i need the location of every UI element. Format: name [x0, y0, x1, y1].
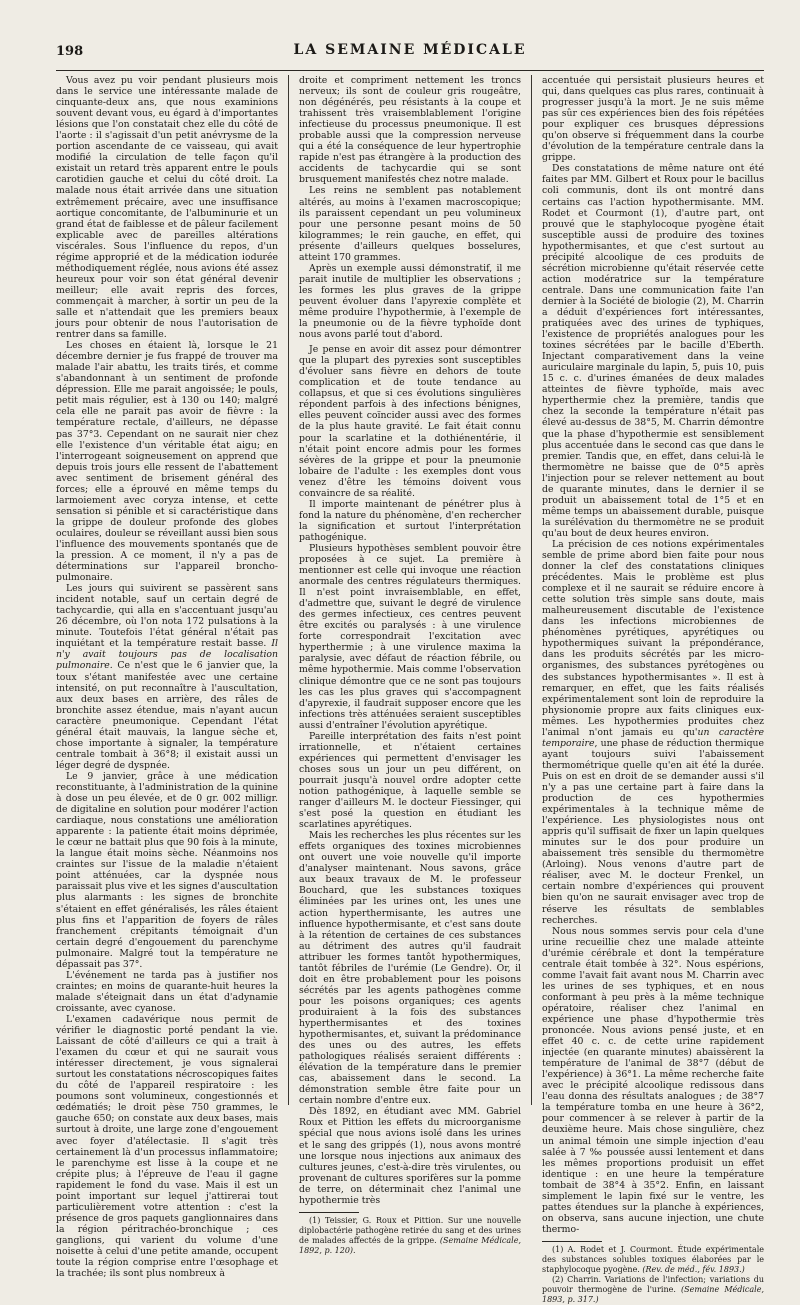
paragraph: Pareille interprétation des faits n'est point irrationnelle, et n'étaient certaines expériences qui permettent d'envisager les choses sous un jour un peu différent, on pourrait jusqu'à nouvel ordre adopter cette notion pathogénique, à laquelle semble se ranger d'ailleurs M. le docteur Fiessinger, qui s'est posé la question en étudiant les scarlatines apyrétiques.: [299, 730, 522, 831]
text-run: Ce n'est que le 6 janvier que, la toux s'étant manifestée avec une certaine intensité, on put reconnaître à l'auscultation, aux deux bases en arrière, des râles de bronchite assez étendue, mais n'ayant aucun caractère pneumonique. Cependant l'état général était mauvais, la langue sèche et, chose importante à signaler, la température centrale tombait à 36°8; il existait aussi un léger degré de dyspnée.: [56, 660, 279, 771]
footnote-text: (1) Teissier, G. Roux et Pittion. Sur une nouvelle diplobactérie pathogène retirée du sang et des urines de malades affectés de la grippe.: [299, 1215, 522, 1245]
paragraph: Après un exemple aussi démonstratif, il me parait inutile de multiplier les observations ; les formes les plus graves de la grippe peuvent évoluer dans l'apyrexie complète et même produire l'hypothermie, à l'exemple de la pneumonie ou de la fièvre typhoïde dont nous avons parlé tout d'abord.: [299, 262, 522, 341]
paragraph: Il importe maintenant de pénétrer plus à fond la nature du phénomène, d'en rechercher la signification et surtout l'interprétation pathogénique.: [299, 498, 522, 543]
paragraph: [542, 539, 764, 926]
text-run: Les jours qui suivirent se passèrent sans incident notable, sauf un certain degré de tachycardie, qui alla en s'accentuant jusqu'au 26 décembre, où l'on nota 172 pulsations à la minute. Toutefois l'état général n'était pas inquiétant et la température restait basse.: [56, 583, 279, 650]
footnote-rule: [299, 1212, 359, 1213]
footnote-reference: (Semaine Médicale, 1893, p. 317.): [542, 1284, 765, 1304]
text-columns: [56, 75, 765, 1304]
text-run: La précision de ces notions expérimentales semble de prime abord bien faite pour nous donner la clef des constatations cliniques précédentes. Mais le problème est plus complexe et il ne saurait se réduire encore à cette solution très simple sans doute, mais malheureusement discutable de l'existence dans les infections microbiennes de phénomènes pyrétiques, apyrétiques ou hypothermiques suivant la prépondérance, dans les produits sécrétés par les micro-organismes, des substances pyrétogènes ou des substances hypothermisantes ». Il est à remarquer, en effet, que les faits réalisés expérimentalement sont loin de reproduire la physionomie propre aux faits cliniques eux-mêmes. Les hypothermies produites chez l'animal n'ont jamais eu qu': [542, 538, 765, 738]
footnote-text: (1) A. Rodet et J. Courmont. Étude expérimentale des substances solubles toxiques élaborées par le staphylocoque pyogène.: [542, 1244, 765, 1274]
page-header: [56, 38, 764, 60]
italic-text-run: un caractère temporaire: [542, 726, 765, 749]
italic-text-run: Il n'y avait toujours pas de localisation pulmonaire.: [56, 638, 279, 672]
paragraph: Vous avez pu voir pendant plusieurs mois dans le service une intéressante malade de cinquante-deux ans, que nous examinions souvent devant vous, eu égard à d'importantes lésions que l'on constatait chez elle du côté de l'aorte : il s'agissait d'un petit anévrysme de la portion ascendante de ce vaisseau, qui avait modifié la circulation de telle façon qu'il existait un retard très apparent entre le pouls carotidien gauche et celui du côté droit. La malade nous était arrivée dans une situation extrêmement précaire, avec une insuffisance aortique concomitante, de l'albuminurie et un grand état de faiblesse et de pâleur facilement explicable avec de pareilles altérations viscérales. Sous l'influence du repos, d'un régime approprié et de la médication iodurée méthodiquement réglée, nous avions été assez heureux pour voir son état général devenir meilleur; elle avait repris des forces, commençait à marcher, à sortir un peu de la salle et n'attendait que les premiers beaux jours pour obtenir de nous l'autorisation de rentrer dans sa famille.: [56, 75, 279, 341]
column-divider: [288, 75, 289, 1105]
paragraph: Nous nous sommes servis pour cela d'une urine recueillie chez une malade atteinte d'urémie cérébrale et dont la température centrale était tombée à 32°. Nous espérions, comme l'avait fait avant nous M. Charrin avec les urines de ses typhiques, et en nous conformant à peu près à la même technique opératoire, réaliser chez l'animal en expérience une phase d'hypothermie très prononcée. Nous avions pensé juste, et en effet 40 c. c. de cette urine rapidement injectée (en quarante minutes) abaissèrent la température de l'animal de 38°7 (début de l'expérience) à 36°1. La même recherche faite avec le précipité alcoolique redissous dans l'eau donna des résultats analogues ; de 38°7 la température tomba en une heure à 36°2, pour commencer à se relever à partir de la deuxième heure. Mais chose singulière, chez un animal témoin une simple injection d'eau salée à 7 ‰ poussée aussi lentement et dans les mêmes proportions produisit un effet identique : en une heure la température tombait de 38°4 à 35°2. Enfin, en laissant simplement le lapin fixé sur le ventre, les pattes étendues sur la planche à expériences, on observa, sans aucune injection, une chute thermo-: [542, 925, 765, 1235]
text-run: , une phase de réduction thermique ayant toujours suivi l'abaissement thermométrique quelle qu'en ait été la durée. Puis on est en droit de se demander aussi s'il n'y a pas une certaine part à faire dans la production de ces hypothermies expérimentales à la technique même de l'expérience. Les physiologistes nous ont appris qu'il suffisait de fixer un lapin quelques minutes sur le dos pour produire un abaissement très sensible du thermomètre (Arloing). Nous venons d'autre part de réaliser, avec M. le docteur Frenkel, un certain nombre d'expériences qui prouvent bien qu'on ne saurait envisager avec trop de réserve les résultats de semblables recherches.: [542, 737, 765, 926]
paragraph: L'événement ne tarda pas à justifier nos craintes; en moins de quarante-huit heures la malade s'éteignait dans un état d'adynamie croissante, avec cyanose.: [56, 969, 279, 1014]
footnote-reference: (Semaine Médicale, 1892, p. 120).: [299, 1235, 521, 1255]
column-3: [542, 75, 765, 1304]
footnote: [542, 1275, 764, 1305]
footnote-text: (2) Charrin. Variations de l'infection; variations du pouvoir thermogène de l'urine.: [542, 1274, 765, 1294]
footnote: [299, 1216, 521, 1256]
footnote: [542, 1245, 764, 1275]
column-1: [56, 75, 279, 1280]
paragraph: Les reins ne semblent pas notablement altérés, au moins à l'examen macroscopique; ils paraissent cependant un peu volumineux pour une personne pesant moins de 50 kilogrammes; le rein gauche, en effet, qui présente d'ailleurs quelques bosselures, atteint 170 grammes.: [299, 185, 522, 263]
column-2: [299, 75, 522, 1255]
paragraph: Des constatations de même nature ont été faites par MM. Gilbert et Roux pour le bacillus coli communis, dont ils ont montré dans certains cas l'action hypothermisante. MM. Rodet et Courmont (1), d'autre part, ont prouvé que le staphylocoque pyogène était susceptible aussi de produire des toxines hypothermisantes, et que c'est surtout au précipité alcoolique de ces produits de sécrétion microbienne qu'était réservée cette action modératrice sur la température centrale. Dans une communication faite l'an dernier à la Société de biologie (2), M. Charrin a déduit d'expériences fort intéressantes, pratiquées avec des urines de typhiques, l'existence de propriétés analogues pour les toxines sécrétées par le bacille d'Eberth. Injectant comparativement dans la veine auriculaire marginale du lapin, 5, puis 10, puis 15 c. c. d'urines émanées de deux malades atteintes de fièvre typhoïde, mais avec hyperthermie chez la première, tandis que chez la seconde la température n'était pas élevé au-dessus de 38°5, M. Charrin démontre que la phase d'hypothermie est sensiblement plus accentuée dans le second cas que dans le premier. Tandis que, en effet, dans celui-là le thermomètre ne baisse que de 0°5 après l'injection pour se relever nettement au bout de quarante minutes, dans le dernier il se produit un abaissement total de 1°5 et en même temps un abaissement durable, puisque la surélévation du thermomètre ne se produit qu'au bout de deux heures environ.: [542, 163, 765, 539]
journal-title: LA SEMAINE MÉDICALE: [293, 42, 527, 58]
paragraph: Dès 1892, en étudiant avec MM. Gabriel Roux et Pittion les effets du microorganisme spécial que nous avions isolé dans les urines et le sang des grippés (1), nous avons montré une lorsque nous injections aux animaux des cultures jeunes, c'est-à-dire très virulentes, ou provenant de cultures sporifères sur la pomme de terre, on déterminait chez l'animal une hypothermie très: [299, 1106, 522, 1206]
paragraph: droite et compriment nettement les troncs nerveux; ils sont de couleur gris rougeâtre, non dégénérés, peu résistants à la coupe et trahissent très vraisemblablement l'origine infectieuse du processus pneumonique. Il est probable aussi que la compression nerveuse qui a été la conséquence de leur hypertrophie rapide n'est pas étrangère à la production des accidents de tachycardie qui se sont brusquement manifestés chez notre malade.: [299, 75, 522, 186]
paragraph: Mais les recherches les plus récentes sur les effets organiques des toxines microbiennes ont ouvert une voie nouvelle qu'il importe d'analyser maintenant. Nous savons, grâce aux beaux travaux de M. le professeur Bouchard, que les substances toxiques éliminées par les urines ont, les unes une action hyperthermisante, les autres une influence hypothermisante, et c'est sans doute à la rétention de certaines de ces substances au détriment des autres qu'il faudrait attribuer les formes tantôt hypothermiques, tantôt fébriles de l'urémie (Le Gendre). Or, il doit en être probablement pour les poisons sécrétés par les agents pathogènes comme pour les poisons organiques; ces agents produiraient à la fois des substances hyperthermisantes et des toxines hypothermisantes, et, suivant la prédominance des unes ou des autres, les effets pathologiques réalisés seraient différents : élévation de la température dans le premier cas, abaissement dans le second. La démonstration semble être faite pour un certain nombre d'entre eux.: [299, 830, 522, 1107]
column-divider: [531, 75, 532, 1105]
paragraph: Le 9 janvier, grâce à une médication reconstituante, à l'administration de la quinine à dose un peu élevée, et de 0 gr. 002 milligr. de digitaline en solution pour modérer l'action cardiaque, nous constations une amélioration apparente : la patiente était moins déprimée, le cœur ne battait plus que 90 fois à la minute, la langue était moins sèche. Néanmoins nos craintes sur l'issue de la maladie n'étaient point atténuées, car la dyspnée nous paraissait plus vive et les signes d'auscultation plus alarmants : les signes de bronchite s'étaient en effet généralisés, les râles étaient plus fins et l'apparition de foyers de râles franchement crépitants témoignait d'un certain degré d'engouement du parenchyme pulmonaire. Malgré tout la température ne dépassait pas 37°.: [56, 770, 279, 970]
paragraph: [56, 583, 278, 771]
footnote-rule: [542, 1241, 602, 1242]
paragraph: Je pense en avoir dit assez pour démontrer que la plupart des pyrexies sont susceptibles d'évoluer sans fièvre en dehors de toute complication et de toute tendance au collapsus, et que si ces évolutions singulières répondent parfois à des infections bénignes, elles peuvent coïncider aussi avec des formes de la plus haute gravité. Le fait était connu pour la scarlatine et la dothiénentérie, il n'était point encore admis pour les formes sévères de la grippe et pour la pneumonie lobaire de l'adulte : les exemples dont vous venez d'être les témoins doivent vous convaincre de sa réalité.: [299, 344, 522, 499]
paragraph: accentuée qui persistait plusieurs heures et qui, dans quelques cas plus rares, continuait à progresser jusqu'à la mort. Je ne suis même pas sûr ces expériences bien des fois répétées pour expliquer ces brusques dépressions qu'on observe si fréquemment dans la courbe d'évolution de la température centrale dans la grippe.: [542, 75, 765, 164]
paragraph: Plusieurs hypothèses semblent pouvoir être proposées à ce sujet. La première à mentionner est celle qui invoque une réaction anormale des centres régulateurs thermiques. Il n'est point invraisemblable, en effet, d'admettre que, suivant le degré de virulence des germes infectieux, ces centres peuvent être excités ou paralysés : à une virulence forte correspondrait l'excitation avec hyperthermie ; à une virulence maxima la paralysie, avec défaut de réaction fébrile, ou même hypothermie. Mais comme l'observation clinique démontre que ce ne sont pas toujours les cas les plus graves qui s'accompagnent d'apyrexie, il faudrait supposer encore que les infections très atténuées seraient susceptibles aussi d'entraîner l'évolution apyrétique.: [299, 542, 522, 731]
page-number: 198: [56, 44, 84, 59]
paragraph: L'examen cadavérique nous permit de vérifier le diagnostic porté pendant la vie. Laissant de côté d'ailleurs ce qui a trait à l'examen du cœur et qui ne saurait vous intéresser directement, je vous signalerai surtout les constatations nécroscopiques faites du côté de l'appareil respiratoire : les poumons sont volumineux, congestionnés et œdématiés; le droit pèse 750 grammes, le gauche 650; on constate aux deux bases, mais surtout à droite, une large zone d'engouement avec foyer d'atélectasie. Il s'agit très certainement là d'un processus inflammatoire; le parenchyme est lisse à la coupe et ne crépite plus; à l'épreuve de l'eau il gagne rapidement le fond du vase. Mais il est un point important sur lequel j'attirerai tout particulièrement votre attention : c'est la présence de gros paquets ganglionnaires dans la région péritrachéo-bronchique ; ces ganglions, qui varient du volume d'une noisette à celui d'une petite amande, occupent toute la région comprise entre l'œsophage et la trachée; ils sont plus nombreux à: [56, 1013, 279, 1280]
paragraph: Les choses en étaient là, lorsque le 21 décembre dernier je fus frappé de trouver ma malade l'air abattu, les traits tirés, et comme s'abandonnant à un sentiment de profonde dépression. Elle me parait angoissée; le pouls, petit mais régulier, est à 130 ou 140; malgré cela elle ne parait pas avoir de fièvre : la température rectale, d'ailleurs, ne dépasse pas 37°3. Cependant on ne saurait nier chez elle l'existence d'un véritable état aigu; en l'interrogeant soigneusement on apprend que depuis trois jours elle ressent de l'abattement avec sentiment de brisement général des forces; elle a éprouvé en même temps du larmoiement avec coryza intense, et cette sensation si pénible et si caractéristique dans la grippe de douleur profonde des globes oculaires, douleur se réveillant aussi bien sous l'influence des mouvements spontanés que de la pression. A ce moment, il n'y a pas de déterminations sur l'appareil broncho-pulmonaire.: [56, 340, 279, 584]
footnote-reference: (Rev. de méd., fév. 1893.): [642, 1264, 745, 1274]
header-rule: [56, 70, 764, 71]
